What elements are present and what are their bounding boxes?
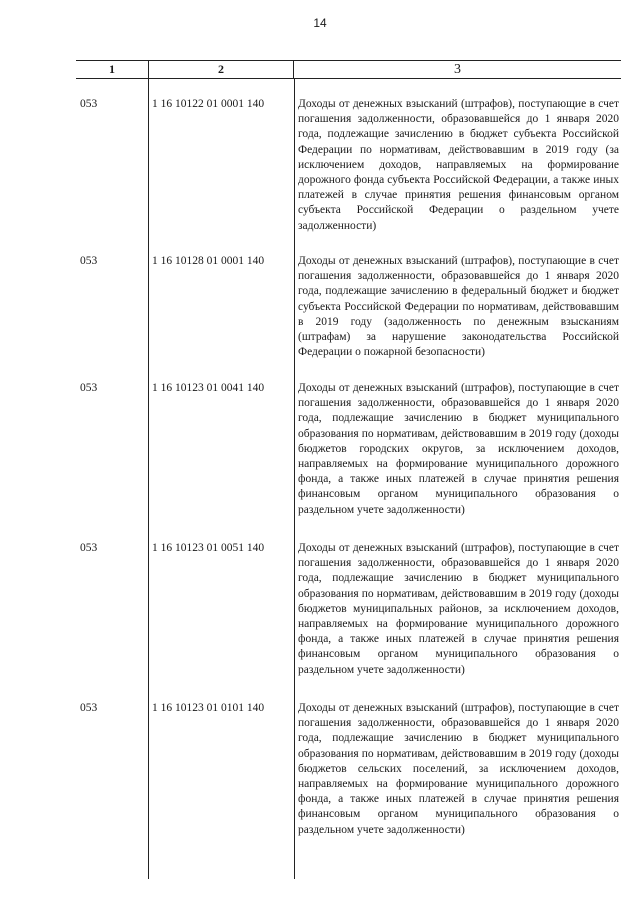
revenue-codes-table [76, 60, 621, 836]
revenue-description: Доходы от денежных взысканий (штрафов), поступающие в счет погашения задолженности, образовавшейся до 1 января 2020 года, подлежащие зачислению в бюджет муниципального образования по нормативам, действовавшим в 2019 году (доходы бюджетов городских округов, за исключением доходов, направляемых на формирование муниципального дорожного фонда, а также иных платежей в случае принятия решения финансовым органом муниципального образования о раздельном учете задолженности) [298, 382, 619, 516]
revenue-description: Доходы от денежных взысканий (штрафов), поступающие в счет погашения задолженности, образовавшейся до 1 января 2020 года, подлежащие зачислению в бюджет муниципального образования по нормативам, действовавшим в 2019 году (доходы бюджетов сельских поселений, за исключением доходов, направляемых на формирование муниципального дорожного фонда, а также иных платежей в случае принятия решения финансовым органом муниципального образования о раздельном учете задолженности) [298, 702, 619, 836]
budget-code: 1 16 10123 01 0051 140 [152, 542, 265, 554]
admin-code: 053 [80, 702, 98, 714]
admin-code: 053 [80, 542, 98, 554]
admin-code: 053 [80, 382, 98, 394]
table-row [76, 97, 621, 234]
header-col-3: 3 [454, 62, 461, 77]
revenue-description: Доходы от денежных взысканий (штрафов), поступающие в счет погашения задолженности, образовавшейся до 1 января 2020 года, подлежащие зачислению в федеральный бюджет и бюджет субъекта Российской Федерации по нормативам, действовавшим в 2019 году (задолженность по денежным взысканиям (штрафам) за нарушение законодательства Российской Федерации о пожарной безопасности) [298, 255, 619, 359]
budget-code: 1 16 10123 01 0041 140 [152, 382, 265, 394]
table-row [76, 701, 621, 838]
page-number: 14 [313, 16, 327, 30]
admin-code: 053 [80, 98, 98, 110]
table-row [76, 381, 621, 518]
admin-code: 053 [80, 255, 98, 267]
revenue-description: Доходы от денежных взысканий (штрафов), поступающие в счет погашения задолженности, образовавшейся до 1 января 2020 года, подлежащие зачислению в бюджет субъекта Российской Федерации по нормативам, действовавшим в 2019 году (за исключением доходов, направляемых на формирование дорожного фонда субъекта Российской Федерации, а также иных платежей в случае принятия решения финансовым органом субъекта Российской Федерации о раздельном учете задолженности) [298, 98, 619, 232]
table-row [76, 254, 621, 360]
revenue-description: Доходы от денежных взысканий (штрафов), поступающие в счет погашения задолженности, образовавшейся до 1 января 2020 года, подлежащие зачислению в бюджет муниципального образования по нормативам, действовавшим в 2019 году (доходы бюджетов муниципальных районов, за исключением доходов, направляемых на формирование муниципального дорожного фонда, а также иных платежей в случае принятия решения финансовым органом муниципального образования о раздельном учете задолженности) [298, 542, 619, 676]
budget-code: 1 16 10128 01 0001 140 [152, 255, 265, 267]
budget-code: 1 16 10123 01 0101 140 [152, 702, 265, 714]
budget-code: 1 16 10122 01 0001 140 [152, 98, 265, 110]
header-col-2: 2 [149, 61, 294, 78]
header-col-1: 1 [76, 61, 149, 78]
table-row [76, 541, 621, 678]
table-header [76, 60, 621, 79]
